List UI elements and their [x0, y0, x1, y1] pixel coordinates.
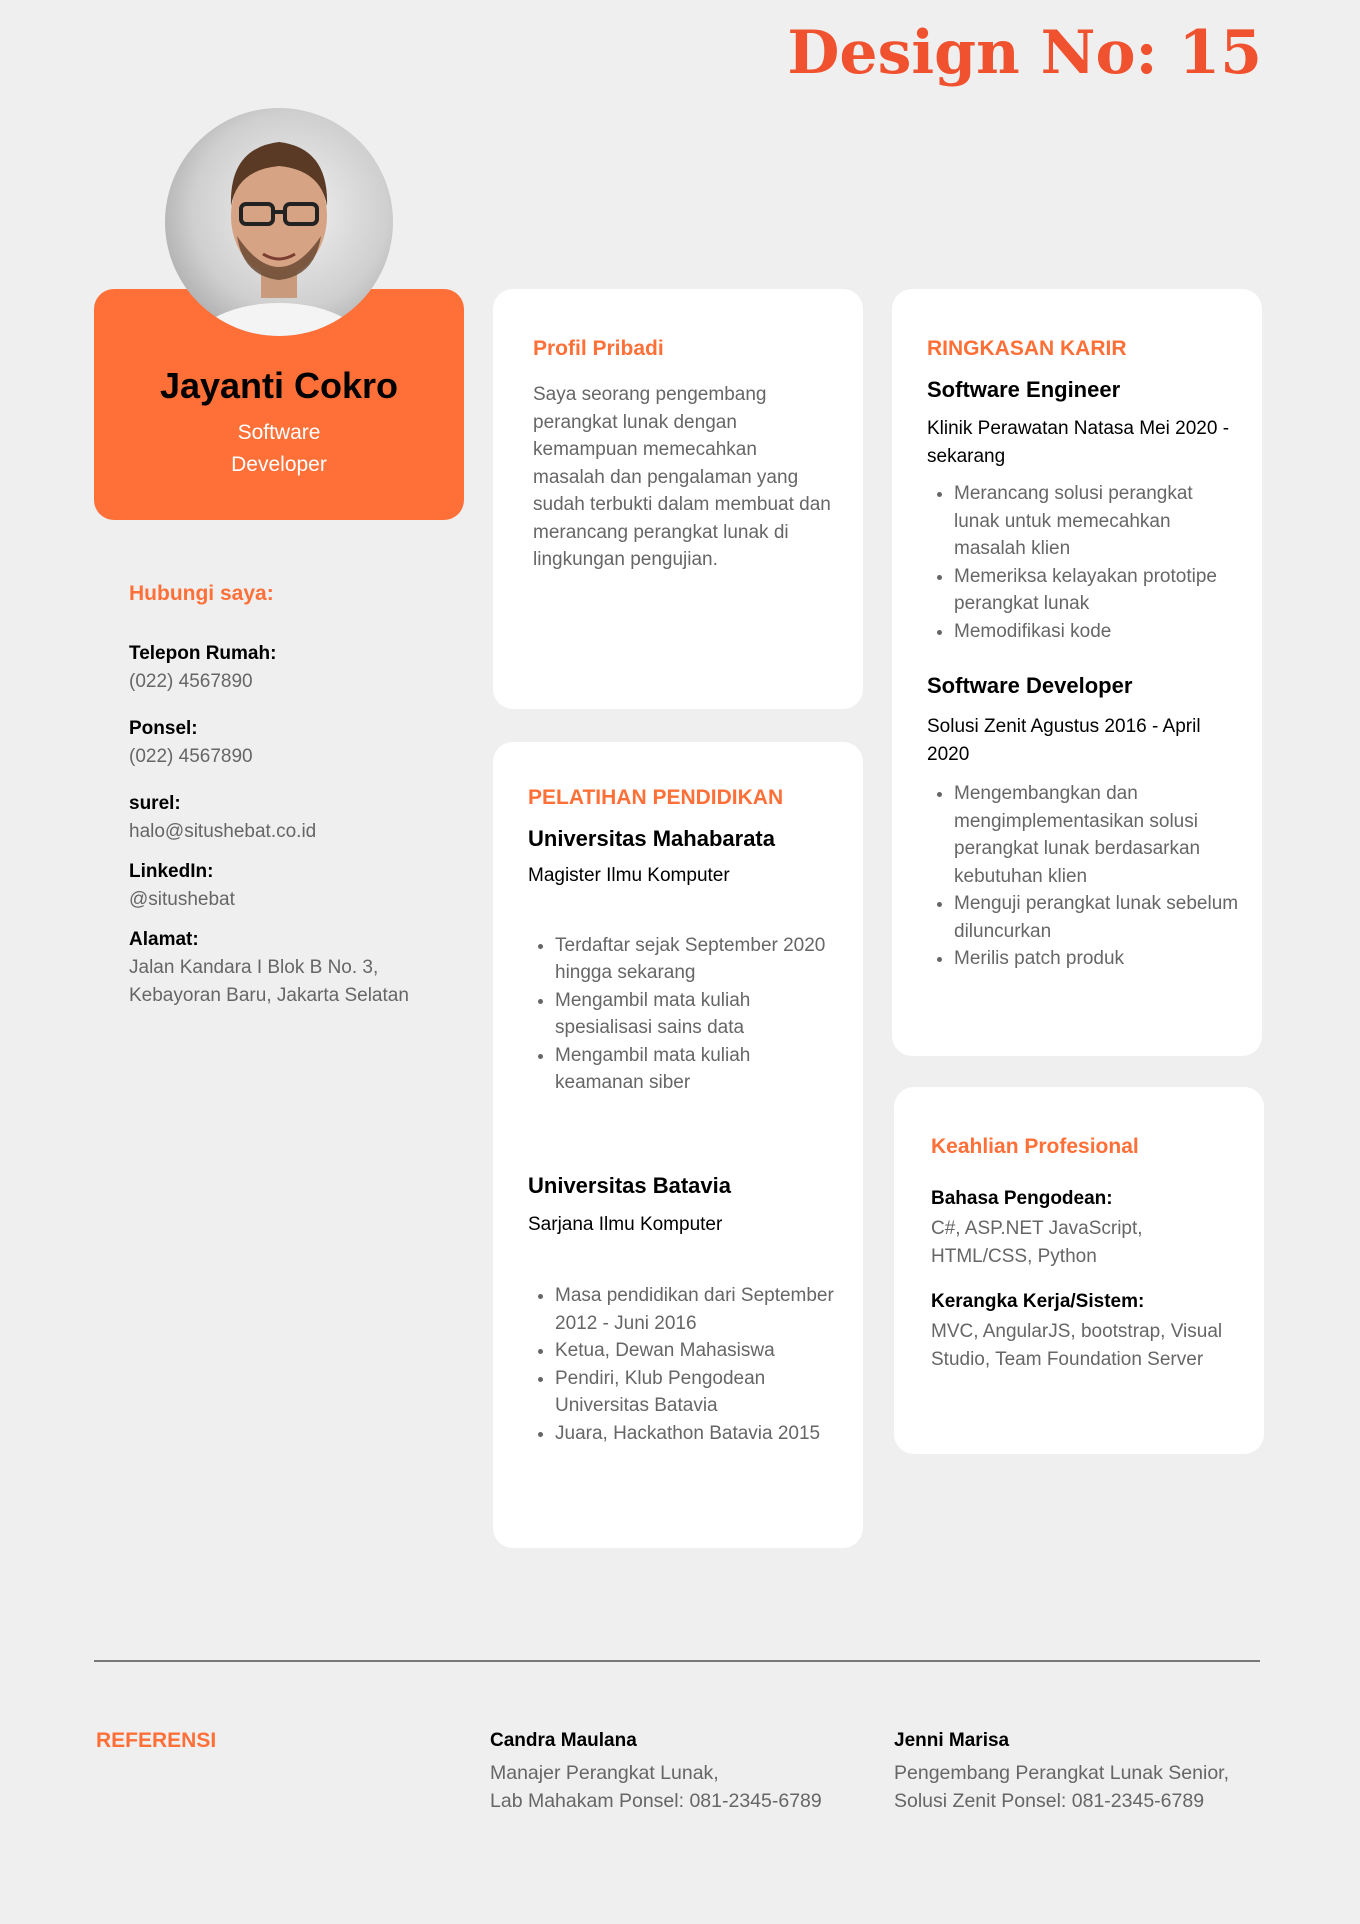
contact-heading: Hubungi saya:: [129, 582, 274, 605]
contact-item: [129, 858, 449, 914]
skill-value: C#, ASP.NET JavaScript, HTML/CSS, Python: [931, 1218, 1143, 1267]
divider: [94, 1660, 1260, 1662]
contact-value: halo@situshebat.co.id: [129, 821, 317, 842]
reference-line: Lab Mahakam Ponsel: 081-2345-6789: [490, 1790, 822, 1812]
list-item: • Merilis patch produk: [954, 945, 1242, 973]
reference-item: [490, 1727, 870, 1815]
list-item: • Merancang solusi perangkat lunak untuk memecahkan masalah klien: [954, 480, 1242, 563]
reference-name: Jenni Marisa: [894, 1730, 1010, 1751]
contact-label: Alamat:: [129, 929, 199, 950]
profile-heading: Profil Pribadi: [533, 337, 664, 360]
reference-line: Solusi Zenit Ponsel: 081-2345-6789: [894, 1790, 1205, 1812]
career-title: Software Engineer: [927, 377, 1121, 402]
contact-item: [129, 640, 449, 696]
design-title: Design No: 15: [787, 18, 1262, 88]
references-heading: REFERENSI: [96, 1729, 217, 1752]
reference-line: Manajer Perangkat Lunak,: [490, 1762, 719, 1784]
career-bullets: [927, 780, 1242, 973]
contact-value: @situshebat: [129, 889, 235, 910]
education-bullets: [528, 1282, 838, 1447]
skills-card: [894, 1087, 1264, 1454]
contact-label: surel:: [129, 793, 181, 814]
contact-section: [129, 582, 449, 1029]
contact-label: Telepon Rumah:: [129, 643, 277, 664]
education-card: [493, 742, 863, 1548]
education-bullets: [528, 932, 838, 1097]
skill-label: Kerangka Kerja/Sistem:: [931, 1291, 1145, 1312]
list-item: • Pendiri, Klub Pengodean Universitas Batavia: [555, 1365, 838, 1420]
reference-item: [894, 1727, 1274, 1815]
contact-value: Jalan Kandara I Blok B No. 3, Kebayoran Baru, Jakarta Selatan: [129, 957, 409, 1006]
reference-line: Pengembang Perangkat Lunak Senior,: [894, 1762, 1229, 1784]
list-item: • Memodifikasi kode: [954, 618, 1242, 646]
education-degree: Sarjana Ilmu Komputer: [528, 1213, 723, 1235]
list-item: • Mengambil mata kuliah keamanan siber: [555, 1042, 838, 1097]
contact-value: (022) 4567890: [129, 671, 253, 692]
career-card: [892, 289, 1262, 1056]
career-title: Software Developer: [927, 673, 1133, 698]
skill-label: Bahasa Pengodean:: [931, 1188, 1113, 1209]
list-item: • Terdaftar sejak September 2020 hingga sekarang: [555, 932, 838, 987]
list-item: • Memeriksa kelayakan prototipe perangkat lunak: [954, 563, 1242, 618]
list-item: • Mengembangkan dan mengimplementasikan solusi perangkat lunak berdasarkan kebutuhan klien: [954, 780, 1242, 890]
contact-item: [129, 926, 449, 1010]
skills-heading: Keahlian Profesional: [931, 1135, 1139, 1158]
contact-item: [129, 715, 449, 771]
profile-card: [493, 289, 863, 709]
reference-name: Candra Maulana: [490, 1730, 637, 1751]
contact-label: LinkedIn:: [129, 861, 214, 882]
career-bullets: [927, 480, 1242, 645]
education-degree: Magister Ilmu Komputer: [528, 865, 730, 886]
education-school: Universitas Mahabarata: [528, 826, 775, 851]
list-item: • Menguji perangkat lunak sebelum diluncurkan: [954, 890, 1242, 945]
contact-value: (022) 4567890: [129, 746, 253, 767]
profile-photo-icon: [165, 108, 393, 336]
contact-item: [129, 790, 449, 846]
avatar: [165, 108, 393, 336]
person-role: Software Developer: [231, 421, 327, 476]
list-item: • Ketua, Dewan Mahasiswa: [555, 1337, 838, 1365]
career-place: Solusi Zenit Agustus 2016 - April 2020: [927, 716, 1201, 765]
list-item: • Mengambil mata kuliah spesialisasi sains data: [555, 987, 838, 1042]
career-heading: RINGKASAN KARIR: [927, 337, 1127, 360]
person-name: Jayanti Cokro: [159, 365, 399, 406]
skill-value: MVC, AngularJS, bootstrap, Visual Studio, Team Foundation Server: [931, 1321, 1223, 1370]
career-place: Klinik Perawatan Natasa Mei 2020 - sekarang: [927, 418, 1230, 467]
list-item: • Juara, Hackathon Batavia 2015: [555, 1420, 838, 1448]
education-school: Universitas Batavia: [528, 1172, 731, 1198]
education-heading: PELATIHAN PENDIDIKAN: [528, 786, 784, 809]
profile-text: Saya seorang pengembang perangkat lunak dengan kemampuan memecahkan masalah dan pengalaman yang sudah terbukti dalam membuat dan merancang perangkat lunak di lingkungan pengujian.: [533, 384, 831, 570]
contact-label: Ponsel:: [129, 718, 198, 739]
list-item: • Masa pendidikan dari September 2012 - Juni 2016: [555, 1282, 838, 1337]
